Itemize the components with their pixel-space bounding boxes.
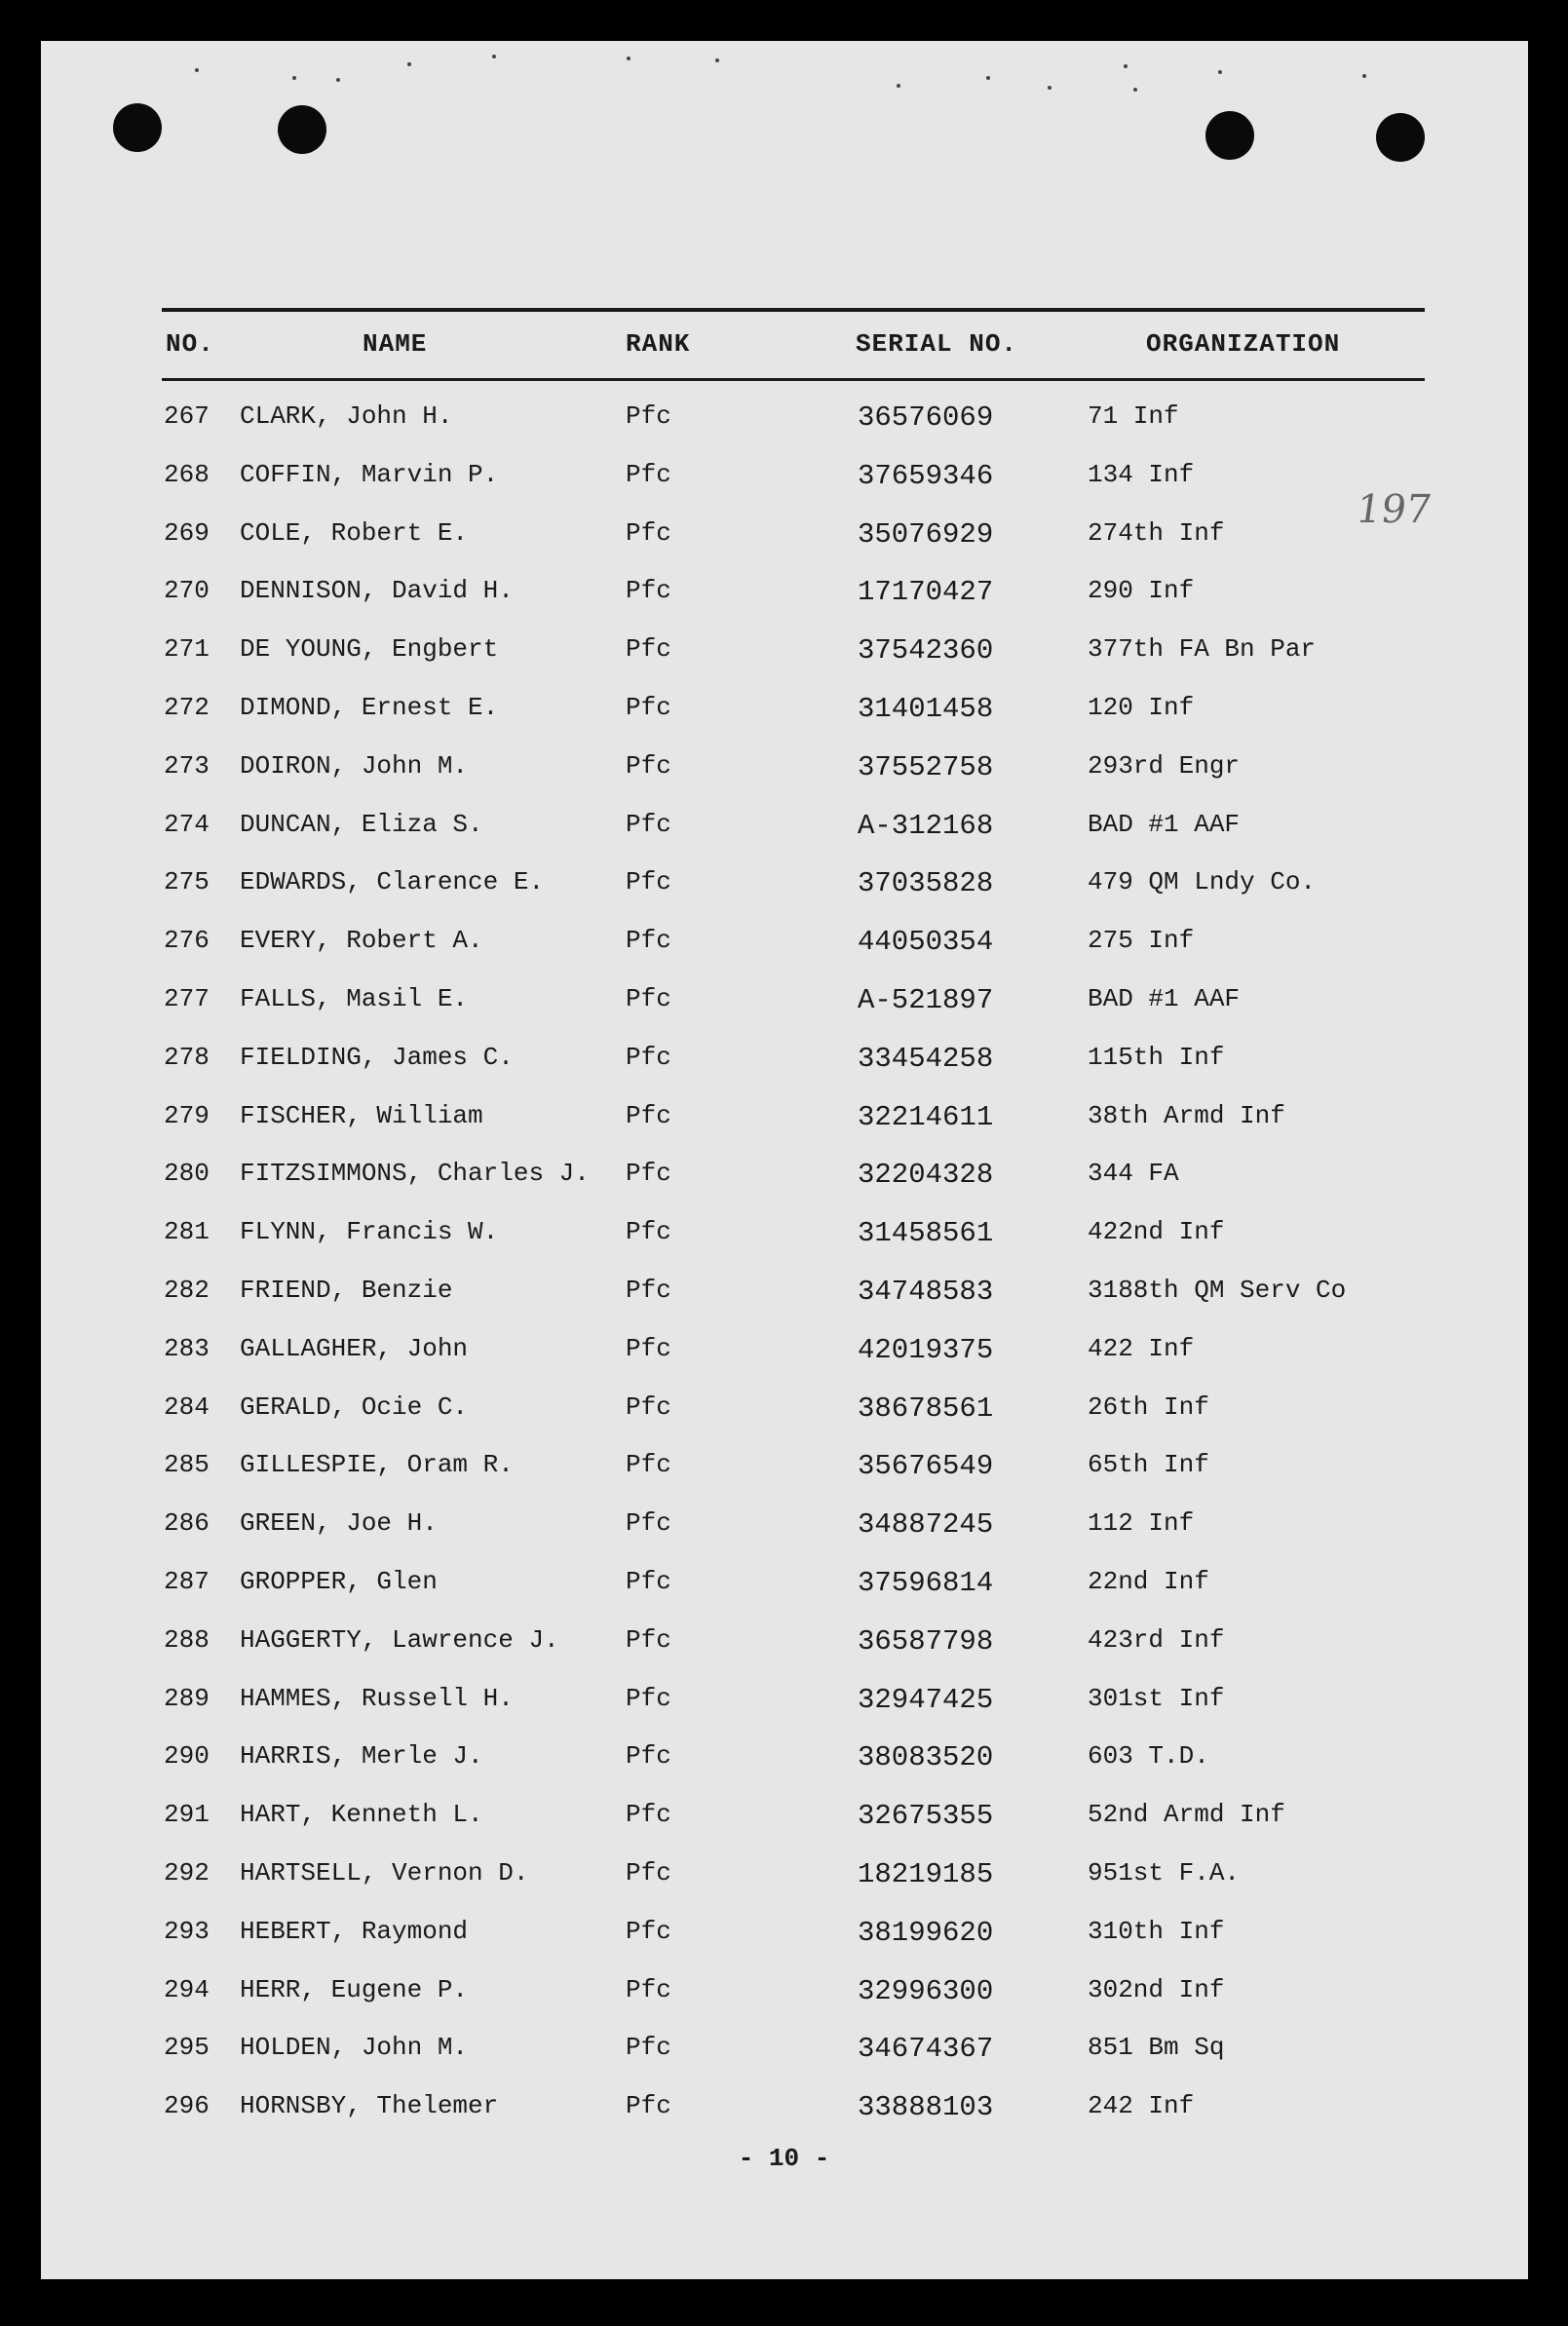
table-row <box>0 1670 1568 1729</box>
organization-cell: 22nd Inf <box>1088 1566 1209 1596</box>
organization-cell: 377th FA Bn Par <box>1088 634 1317 665</box>
rank-cell: Pfc <box>626 401 671 431</box>
serial-number-cell: 38083520 <box>858 1741 994 1774</box>
row-number-cell: 273 <box>164 750 210 781</box>
row-number-cell: 275 <box>164 867 210 897</box>
organization-cell: 302nd Inf <box>1088 1974 1225 2004</box>
row-number-cell: 280 <box>164 1159 210 1189</box>
rank-cell: Pfc <box>626 1450 671 1480</box>
rank-cell: Pfc <box>626 1624 671 1655</box>
organization-cell: BAD #1 AAF <box>1088 983 1241 1013</box>
serial-number-cell: 32214611 <box>858 1100 994 1133</box>
serial-number-cell: 37035828 <box>858 867 994 900</box>
rank-cell: Pfc <box>626 1392 671 1422</box>
table-row <box>0 1262 1568 1320</box>
organization-cell: 310th Inf <box>1088 1916 1225 1946</box>
row-number-cell: 291 <box>164 1800 210 1830</box>
organization-cell: BAD #1 AAF <box>1088 809 1241 839</box>
rank-cell: Pfc <box>626 634 671 665</box>
rank-cell: Pfc <box>626 2091 671 2121</box>
table-row <box>0 505 1568 563</box>
rank-cell: Pfc <box>626 1333 671 1363</box>
serial-number-cell: 31401458 <box>858 692 994 725</box>
serial-number-cell: A-312168 <box>858 809 994 842</box>
soldier-name-cell: HAMMES, Russell H. <box>240 1683 514 1713</box>
table-row <box>0 562 1568 621</box>
scan-speck <box>715 58 719 62</box>
organization-cell: 275 Inf <box>1088 926 1195 956</box>
scan-speck <box>627 57 631 60</box>
punch-hole-right-1 <box>1205 111 1254 160</box>
soldier-name-cell: EVERY, Robert A. <box>240 926 483 956</box>
rank-cell: Pfc <box>626 1508 671 1539</box>
rank-cell: Pfc <box>626 517 671 548</box>
header-top-rule <box>162 308 1425 312</box>
scan-speck <box>1133 88 1137 92</box>
table-row <box>0 1145 1568 1203</box>
rank-cell: Pfc <box>626 1217 671 1247</box>
scan-speck <box>1124 64 1128 68</box>
soldier-name-cell: HORNSBY, Thelemer <box>240 2091 499 2121</box>
table-row <box>0 621 1568 679</box>
scan-speck <box>986 76 990 80</box>
soldier-name-cell: FITZSIMMONS, Charles J. <box>240 1159 590 1189</box>
soldier-name-cell: COLE, Robert E. <box>240 517 469 548</box>
rank-cell: Pfc <box>626 1800 671 1830</box>
rank-cell: Pfc <box>626 1100 671 1130</box>
row-number-cell: 274 <box>164 809 210 839</box>
serial-number-cell: 32996300 <box>858 1974 994 2007</box>
table-row <box>0 1553 1568 1612</box>
soldier-name-cell: GREEN, Joe H. <box>240 1508 438 1539</box>
serial-number-cell: 33888103 <box>858 2091 994 2124</box>
row-number-cell: 292 <box>164 1857 210 1887</box>
table-row <box>0 388 1568 446</box>
soldier-name-cell: DOIRON, John M. <box>240 750 469 781</box>
table-row <box>0 1087 1568 1146</box>
organization-cell: 38th Armd Inf <box>1088 1100 1285 1130</box>
scan-speck <box>492 55 496 58</box>
table-row <box>0 971 1568 1029</box>
soldier-name-cell: FISCHER, William <box>240 1100 483 1130</box>
soldier-name-cell: COFFIN, Marvin P. <box>240 459 499 489</box>
row-number-cell: 287 <box>164 1566 210 1596</box>
serial-number-cell: 17170427 <box>858 576 994 609</box>
table-row <box>0 679 1568 738</box>
organization-cell: 951st F.A. <box>1088 1857 1241 1887</box>
row-number-cell: 270 <box>164 576 210 606</box>
organization-cell: 423rd Inf <box>1088 1624 1225 1655</box>
serial-number-cell: 37659346 <box>858 459 994 492</box>
row-number-cell: 285 <box>164 1450 210 1480</box>
organization-cell: 242 Inf <box>1088 2091 1195 2121</box>
row-number-cell: 284 <box>164 1392 210 1422</box>
organization-cell: 134 Inf <box>1088 459 1195 489</box>
table-row <box>0 1029 1568 1087</box>
table-row <box>0 446 1568 505</box>
row-number-cell: 293 <box>164 1916 210 1946</box>
rank-cell: Pfc <box>626 926 671 956</box>
table-row <box>0 1379 1568 1437</box>
scan-speck <box>292 76 296 80</box>
organization-cell: 112 Inf <box>1088 1508 1195 1539</box>
rank-cell: Pfc <box>626 1566 671 1596</box>
roster-table <box>0 388 1568 2136</box>
organization-cell: 71 Inf <box>1088 401 1179 431</box>
organization-cell: 3188th QM Serv Co <box>1088 1275 1347 1305</box>
punch-hole-left-2 <box>278 105 326 154</box>
punch-hole-right-2 <box>1376 113 1425 162</box>
rank-cell: Pfc <box>626 867 671 897</box>
soldier-name-cell: DENNISON, David H. <box>240 576 514 606</box>
serial-number-cell: A-521897 <box>858 983 994 1016</box>
organization-cell: 479 QM Lndy Co. <box>1088 867 1317 897</box>
scan-speck <box>195 68 199 72</box>
serial-number-cell: 36587798 <box>858 1624 994 1658</box>
serial-number-cell: 34887245 <box>858 1508 994 1542</box>
table-row <box>0 1903 1568 1962</box>
scan-speck <box>1218 70 1222 74</box>
row-number-cell: 281 <box>164 1217 210 1247</box>
serial-number-cell: 33454258 <box>858 1042 994 1075</box>
serial-number-cell: 37542360 <box>858 634 994 667</box>
row-number-cell: 279 <box>164 1100 210 1130</box>
scan-speck <box>407 62 411 66</box>
table-row <box>0 2019 1568 2078</box>
table-row <box>0 1612 1568 1670</box>
soldier-name-cell: DE YOUNG, Engbert <box>240 634 499 665</box>
column-header-name: NAME <box>363 329 428 359</box>
serial-number-cell: 34674367 <box>858 2033 994 2066</box>
rank-cell: Pfc <box>626 692 671 722</box>
soldier-name-cell: FLYNN, Francis W. <box>240 1217 499 1247</box>
row-number-cell: 267 <box>164 401 210 431</box>
table-row <box>0 1786 1568 1845</box>
serial-number-cell: 35676549 <box>858 1450 994 1483</box>
row-number-cell: 269 <box>164 517 210 548</box>
row-number-cell: 268 <box>164 459 210 489</box>
row-number-cell: 294 <box>164 1974 210 2004</box>
page-number: - 10 - <box>738 2144 830 2173</box>
soldier-name-cell: GILLESPIE, Oram R. <box>240 1450 514 1480</box>
row-number-cell: 271 <box>164 634 210 665</box>
organization-cell: 274th Inf <box>1088 517 1225 548</box>
soldier-name-cell: GERALD, Ocie C. <box>240 1392 469 1422</box>
punch-hole-left-1 <box>113 103 162 152</box>
organization-cell: 344 FA <box>1088 1159 1179 1189</box>
table-row <box>0 738 1568 796</box>
soldier-name-cell: HART, Kenneth L. <box>240 1800 483 1830</box>
serial-number-cell: 32675355 <box>858 1800 994 1833</box>
rank-cell: Pfc <box>626 750 671 781</box>
table-row <box>0 854 1568 912</box>
table-row <box>0 1962 1568 2020</box>
organization-cell: 422nd Inf <box>1088 1217 1225 1247</box>
scan-speck <box>1362 74 1366 78</box>
scan-speck <box>1048 86 1052 90</box>
column-header-organization: ORGANIZATION <box>1146 329 1341 359</box>
soldier-name-cell: HOLDEN, John M. <box>240 2033 469 2063</box>
serial-number-cell: 32204328 <box>858 1159 994 1192</box>
soldier-name-cell: FALLS, Masil E. <box>240 983 469 1013</box>
soldier-name-cell: FIELDING, James C. <box>240 1042 514 1072</box>
rank-cell: Pfc <box>626 1974 671 2004</box>
soldier-name-cell: HERR, Eugene P. <box>240 1974 469 2004</box>
row-number-cell: 289 <box>164 1683 210 1713</box>
serial-number-cell: 36576069 <box>858 401 994 434</box>
soldier-name-cell: GALLAGHER, John <box>240 1333 469 1363</box>
serial-number-cell: 38199620 <box>858 1916 994 1949</box>
serial-number-cell: 32947425 <box>858 1683 994 1716</box>
soldier-name-cell: DUNCAN, Eliza S. <box>240 809 483 839</box>
organization-cell: 115th Inf <box>1088 1042 1225 1072</box>
organization-cell: 422 Inf <box>1088 1333 1195 1363</box>
header-bottom-rule <box>162 378 1425 381</box>
serial-number-cell: 18219185 <box>858 1857 994 1890</box>
table-row <box>0 1320 1568 1379</box>
organization-cell: 26th Inf <box>1088 1392 1209 1422</box>
serial-number-cell: 44050354 <box>858 926 994 959</box>
table-row <box>0 796 1568 855</box>
table-row <box>0 1436 1568 1495</box>
organization-cell: 290 Inf <box>1088 576 1195 606</box>
rank-cell: Pfc <box>626 576 671 606</box>
table-row <box>0 1203 1568 1262</box>
rank-cell: Pfc <box>626 2033 671 2063</box>
column-header-no: NO. <box>166 329 214 359</box>
row-number-cell: 278 <box>164 1042 210 1072</box>
serial-number-cell: 34748583 <box>858 1275 994 1308</box>
soldier-name-cell: FRIEND, Benzie <box>240 1275 453 1305</box>
row-number-cell: 283 <box>164 1333 210 1363</box>
row-number-cell: 295 <box>164 2033 210 2063</box>
serial-number-cell: 38678561 <box>858 1392 994 1425</box>
serial-number-cell: 37596814 <box>858 1566 994 1599</box>
serial-number-cell: 42019375 <box>858 1333 994 1366</box>
serial-number-cell: 37552758 <box>858 750 994 783</box>
organization-cell: 603 T.D. <box>1088 1741 1209 1772</box>
soldier-name-cell: HAGGERTY, Lawrence J. <box>240 1624 559 1655</box>
rank-cell: Pfc <box>626 1857 671 1887</box>
row-number-cell: 276 <box>164 926 210 956</box>
serial-number-cell: 31458561 <box>858 1217 994 1250</box>
serial-number-cell: 35076929 <box>858 517 994 551</box>
organization-cell: 301st Inf <box>1088 1683 1225 1713</box>
rank-cell: Pfc <box>626 809 671 839</box>
rank-cell: Pfc <box>626 1741 671 1772</box>
rank-cell: Pfc <box>626 1159 671 1189</box>
table-row <box>0 1845 1568 1903</box>
soldier-name-cell: HARRIS, Merle J. <box>240 1741 483 1772</box>
soldier-name-cell: CLARK, John H. <box>240 401 453 431</box>
soldier-name-cell: HARTSELL, Vernon D. <box>240 1857 529 1887</box>
organization-cell: 293rd Engr <box>1088 750 1241 781</box>
rank-cell: Pfc <box>626 983 671 1013</box>
row-number-cell: 290 <box>164 1741 210 1772</box>
row-number-cell: 272 <box>164 692 210 722</box>
column-header-serial: SERIAL NO. <box>856 329 1018 359</box>
organization-cell: 851 Bm Sq <box>1088 2033 1225 2063</box>
row-number-cell: 288 <box>164 1624 210 1655</box>
row-number-cell: 277 <box>164 983 210 1013</box>
column-header-rank: RANK <box>626 329 691 359</box>
row-number-cell: 282 <box>164 1275 210 1305</box>
scan-speck <box>336 78 340 82</box>
table-row <box>0 2078 1568 2136</box>
table-row <box>0 1495 1568 1553</box>
organization-cell: 120 Inf <box>1088 692 1195 722</box>
rank-cell: Pfc <box>626 1275 671 1305</box>
scan-speck <box>897 84 900 88</box>
rank-cell: Pfc <box>626 1042 671 1072</box>
soldier-name-cell: GROPPER, Glen <box>240 1566 438 1596</box>
rank-cell: Pfc <box>626 1916 671 1946</box>
rank-cell: Pfc <box>626 459 671 489</box>
organization-cell: 52nd Armd Inf <box>1088 1800 1285 1830</box>
soldier-name-cell: EDWARDS, Clarence E. <box>240 867 545 897</box>
table-row <box>0 1728 1568 1786</box>
soldier-name-cell: DIMOND, Ernest E. <box>240 692 499 722</box>
row-number-cell: 286 <box>164 1508 210 1539</box>
soldier-name-cell: HEBERT, Raymond <box>240 1916 469 1946</box>
row-number-cell: 296 <box>164 2091 210 2121</box>
organization-cell: 65th Inf <box>1088 1450 1209 1480</box>
table-row <box>0 912 1568 971</box>
margin-note: 197 <box>1353 487 1434 532</box>
rank-cell: Pfc <box>626 1683 671 1713</box>
